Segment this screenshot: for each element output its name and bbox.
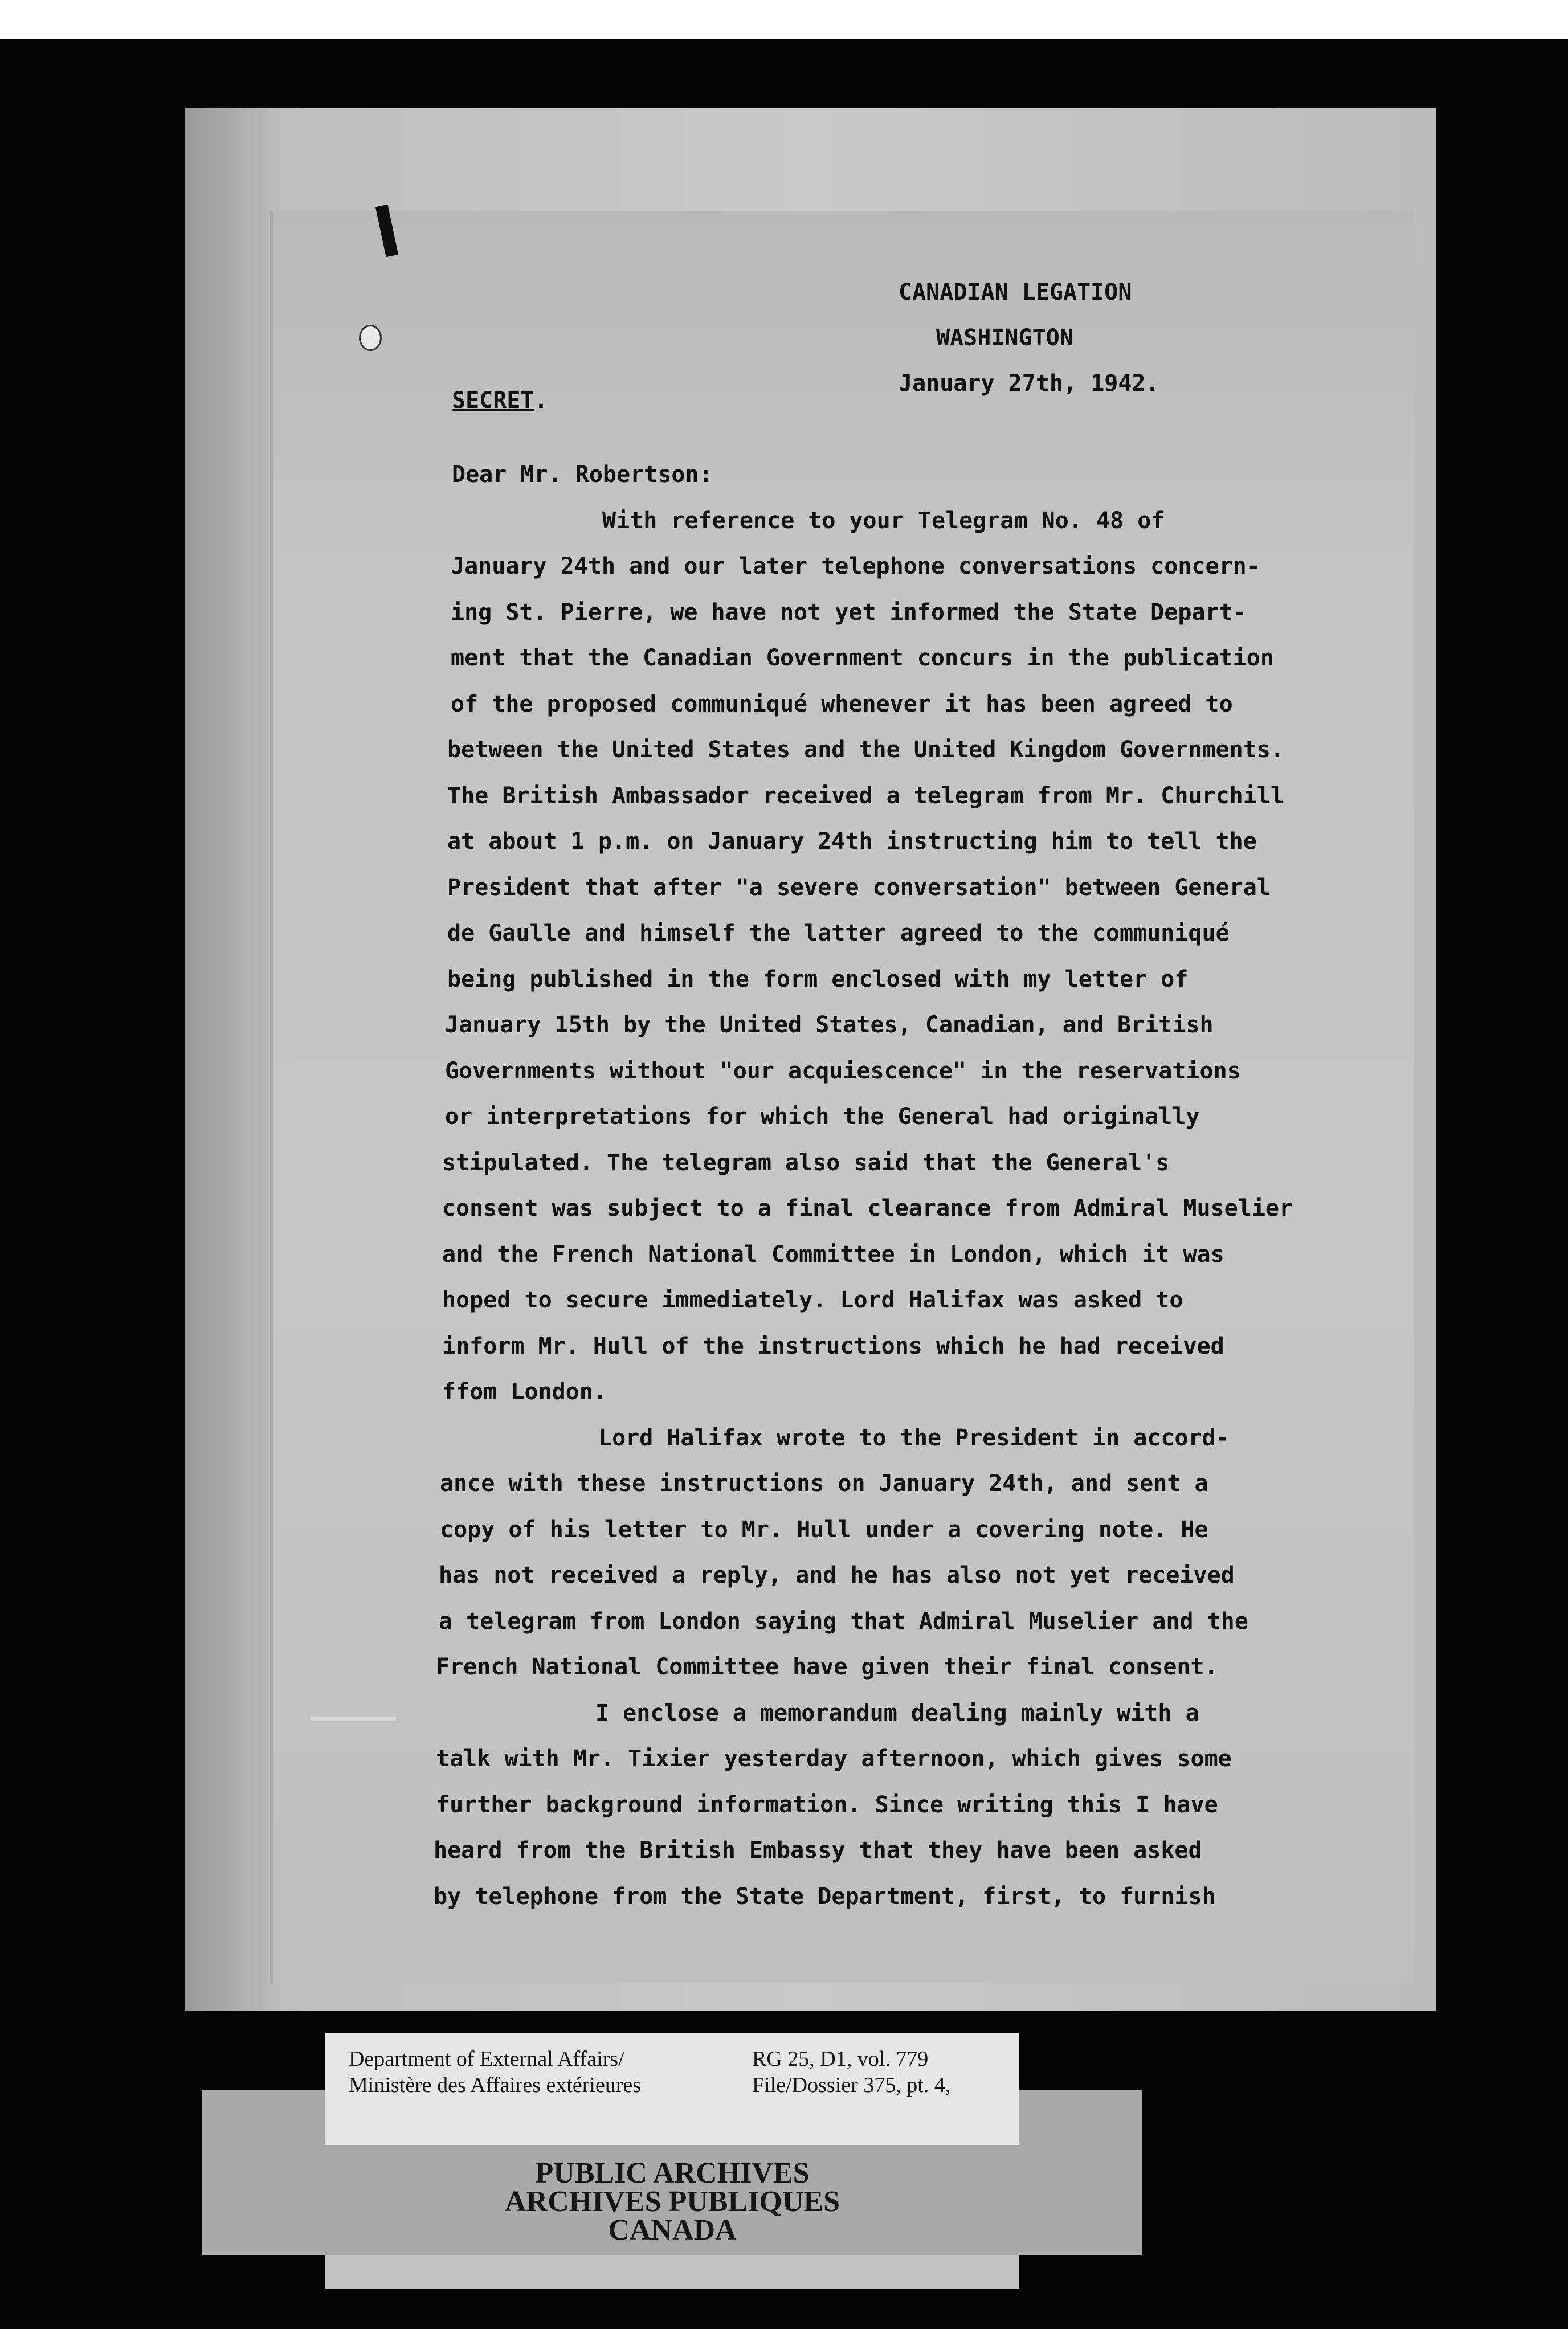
classification-word: SECRET [452, 387, 534, 414]
body-line: and the French National Committee in London, which it was [442, 1241, 1224, 1268]
body-line: heard from the British Embassy that they have been asked [434, 1837, 1202, 1864]
margin-dash-mark [311, 1717, 396, 1721]
body-line: consent was subject to a final clearance from Admiral Muselier [442, 1195, 1293, 1221]
body-line: hoped to secure immediately. Lord Halifax was asked to [442, 1287, 1183, 1313]
record-group-reference: RG 25, D1, vol. 779 [752, 2047, 929, 2071]
body-line: ance with these instructions on January 24th, and sent a [440, 1470, 1208, 1497]
letter-date: January 27th, 1942. [899, 370, 1159, 397]
body-line: copy of his letter to Mr. Hull under a covering note. He [440, 1517, 1208, 1543]
body-line: de Gaulle and himself the latter agreed to the communiqué [447, 920, 1230, 946]
classification-marking [452, 387, 548, 414]
body-line: President that after "a severe conversation" between General [447, 875, 1271, 901]
body-line: I enclose a memorandum dealing mainly with a [595, 1700, 1199, 1726]
letter-page [273, 211, 1414, 1983]
body-line: at about 1 p.m. on January 24th instructing him to tell the [447, 828, 1257, 855]
body-line: The British Ambassador received a telegram from Mr. Churchill [447, 783, 1285, 809]
body-line: Lord Halifax wrote to the President in accord- [598, 1425, 1230, 1451]
public-archives-stamp [202, 2159, 1142, 2245]
salutation: Dear Mr. Robertson: [452, 461, 713, 488]
body-line: by telephone from the State Department, first, to furnish [434, 1883, 1216, 1910]
stamp-line-3: CANADA [608, 2214, 737, 2246]
stamp-line-1: PUBLIC ARCHIVES [535, 2157, 810, 2189]
top-white-strip [0, 0, 1568, 39]
stamp-line-2: ARCHIVES PUBLIQUES [504, 2185, 840, 2218]
punch-hole [359, 325, 382, 351]
body-line: ing St. Pierre, we have not yet informed the State Depart- [451, 599, 1247, 626]
body-line: ment that the Canadian Government concurs in the publication [451, 645, 1274, 671]
body-line: Governments without "our acquiescence" in the reservations [445, 1058, 1241, 1084]
body-line: being published in the form enclosed with my letter of [447, 966, 1189, 992]
body-line: stipulated. The telegram also said that the General's [442, 1150, 1170, 1176]
letter-body [273, 211, 1414, 1983]
file-dossier-reference: File/Dossier 375, pt. 4, [752, 2073, 951, 2097]
body-line: inform Mr. Hull of the instructions which he had received [442, 1333, 1224, 1359]
archive-reference-label [325, 2033, 1019, 2145]
classification-suffix: . [534, 387, 548, 414]
department-english: Department of External Affairs/ [349, 2047, 624, 2071]
letterhead-line-2: WASHINGTON [936, 325, 1073, 351]
body-line: French National Committee have given their final consent. [436, 1654, 1218, 1680]
body-line: a telegram from London saying that Admiral Muselier and the [439, 1608, 1248, 1635]
body-line: talk with Mr. Tixier yesterday afternoon, which gives some [436, 1746, 1232, 1772]
archive-stamp-tab [325, 2255, 1019, 2289]
body-line: of the proposed communiqué whenever it has been agreed to [451, 691, 1233, 717]
letterhead-line-1: CANADIAN LEGATION [899, 279, 1132, 305]
department-french: Ministère des Affaires extérieures [349, 2073, 642, 2097]
body-line: With reference to your Telegram No. 48 of [602, 508, 1165, 534]
body-line: has not received a reply, and he has also not yet received [439, 1562, 1235, 1588]
body-line: January 15th by the United States, Canadian, and British [445, 1012, 1214, 1038]
body-line: further background information. Since writing this I have [436, 1792, 1218, 1818]
body-line: ffom London. [442, 1379, 607, 1405]
body-line: January 24th and our later telephone conversations concern- [451, 553, 1260, 579]
body-line: between the United States and the United Kingdom Governments. [447, 737, 1285, 763]
body-line: or interpretations for which the General had originally [445, 1104, 1200, 1130]
